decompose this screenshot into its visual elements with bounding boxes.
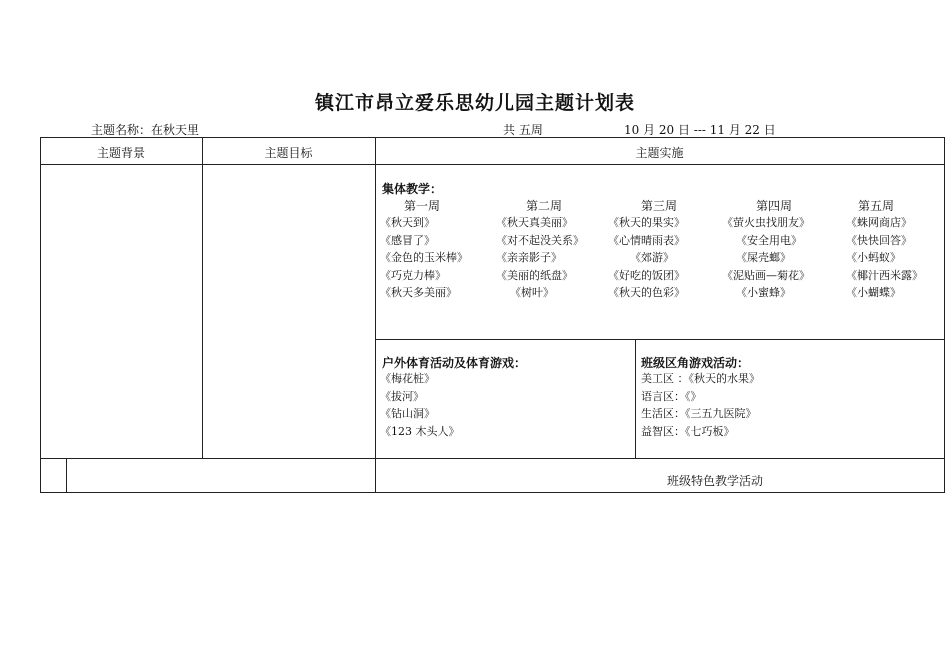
table-border-top xyxy=(40,137,945,138)
lesson-item: 《小蚂蚁》 xyxy=(846,251,901,264)
week-5-lessons xyxy=(846,214,950,302)
header-divider xyxy=(40,164,945,165)
outdoor-item: 《拔河》 xyxy=(380,389,424,403)
lesson-item: 《小蝴蝶》 xyxy=(846,286,901,299)
lesson-item: 《萤火虫找朋友》 xyxy=(722,216,810,229)
header-implementation: 主题实施 xyxy=(635,146,684,160)
corner-label: 班级区角游戏活动： xyxy=(641,356,750,370)
corner-item: 益智区：《七巧板》 xyxy=(641,424,735,438)
theme-name: 主题名称：在秋天里 xyxy=(91,123,200,137)
week-2-heading: 第二周 xyxy=(525,199,562,213)
lesson-item: 《亲亲影子》 xyxy=(496,251,562,264)
lesson-item: 《美丽的纸盘》 xyxy=(496,268,573,282)
lesson-item: 《秋天到》 xyxy=(380,216,435,229)
outdoor-item: 《钻山洞》 xyxy=(380,407,435,420)
week-3-lessons xyxy=(608,214,728,302)
lesson-item: 《郊游》 xyxy=(630,251,674,264)
special-row-top xyxy=(40,458,945,459)
table-border-left xyxy=(40,137,41,493)
week-4-heading: 第四周 xyxy=(755,199,792,213)
week-2-lessons xyxy=(496,214,616,302)
lesson-item: 《秋天真美丽》 xyxy=(496,216,573,229)
week-3-heading: 第三周 xyxy=(640,199,677,213)
week-5-heading: 第五周 xyxy=(857,199,894,213)
lesson-item: 《泥贴画—菊花》 xyxy=(722,268,810,282)
page-title: 镇江市昂立爱乐思幼儿园主题计划表 xyxy=(314,92,635,114)
col-divider-goals xyxy=(375,137,376,493)
group-teaching-label: 集体教学： xyxy=(382,182,443,196)
lesson-item: 《安全用电》 xyxy=(736,233,802,247)
lesson-item: 《蛛网商店》 xyxy=(846,216,912,229)
lesson-item: 《椰汁西米露》 xyxy=(846,268,923,282)
lesson-item: 《树叶》 xyxy=(510,286,554,299)
special-activities-label: 班级特色教学活动 xyxy=(667,474,764,488)
lesson-item: 《好吃的饭团》 xyxy=(608,268,685,282)
outdoor-label: 户外体育活动及体育游戏： xyxy=(382,356,527,370)
lesson-item: 《巧克力棒》 xyxy=(380,268,446,282)
outdoor-list xyxy=(380,370,460,440)
lesson-item: 《秋天的色彩》 xyxy=(608,286,685,299)
corner-list xyxy=(641,370,760,440)
weeks-total: 共 五周 xyxy=(503,123,543,137)
lesson-item: 《屎壳螂》 xyxy=(736,251,791,264)
corner-item: 美工区 ：《秋天的水果》 xyxy=(641,372,760,385)
corner-item: 语言区：《》 xyxy=(641,389,702,403)
lesson-item: 《心情晴雨表》 xyxy=(608,233,685,247)
lesson-item: 《快快回答》 xyxy=(846,233,912,247)
week-4-lessons xyxy=(722,214,842,302)
lesson-item: 《金色的玉米棒》 xyxy=(380,251,468,264)
header-goals: 主题目标 xyxy=(264,146,313,160)
header-background: 主题背景 xyxy=(96,146,145,160)
lesson-item: 《感冒了》 xyxy=(380,233,435,247)
date-range: 10 月 20 日 --- 11 月 22 日 xyxy=(624,123,776,137)
week-1-lessons xyxy=(380,214,500,302)
lesson-item: 《对不起没关系》 xyxy=(496,233,584,247)
lesson-item: 《秋天多美丽》 xyxy=(380,286,457,299)
week-1-heading: 第一周 xyxy=(403,199,440,213)
col-divider-outdoor xyxy=(635,339,636,459)
table-border-right xyxy=(944,137,945,493)
lesson-item: 《秋天的果实》 xyxy=(608,216,685,229)
col-divider-background xyxy=(202,137,203,459)
lesson-item: 《小蜜蜂》 xyxy=(736,286,791,299)
col-divider-special xyxy=(66,458,67,493)
corner-item: 生活区：《三五九医院》 xyxy=(641,407,757,420)
table-border-bottom xyxy=(40,492,945,493)
teaching-divider xyxy=(375,339,945,340)
outdoor-item: 《梅花桩》 xyxy=(380,372,435,385)
outdoor-item: 《123 木头人》 xyxy=(380,424,460,438)
